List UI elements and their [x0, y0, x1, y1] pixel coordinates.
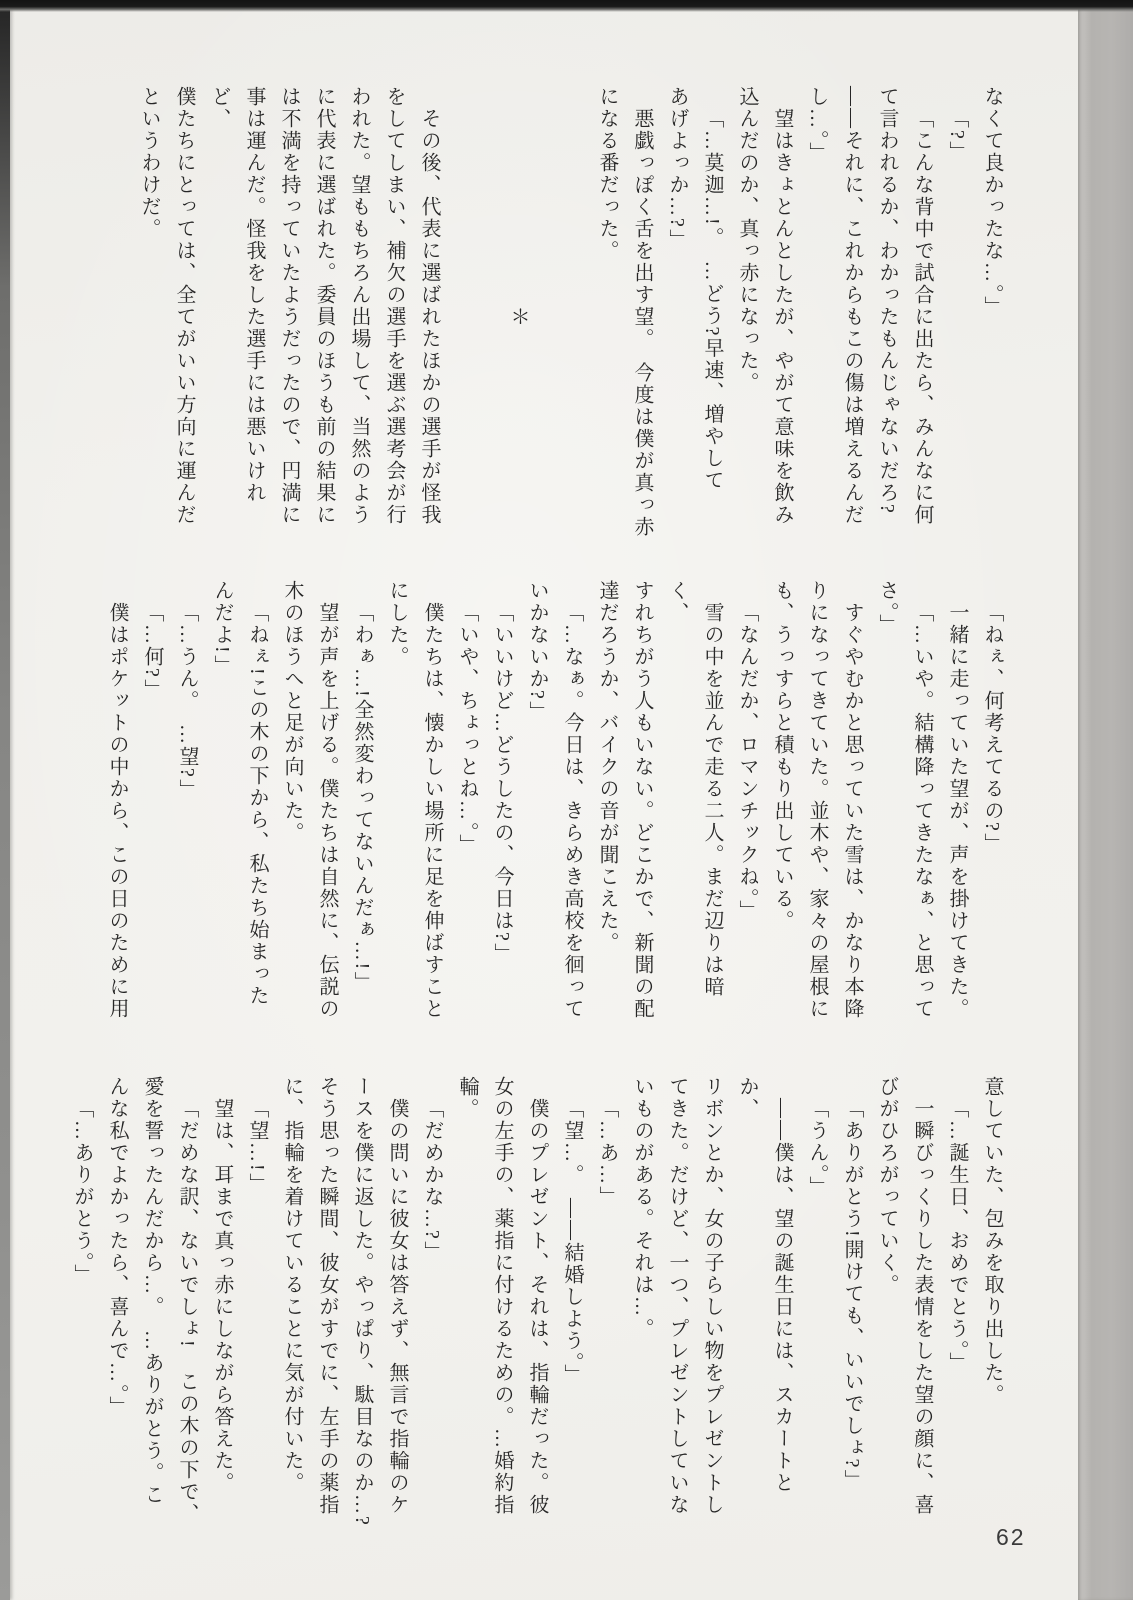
text-column: あげよっか…?」 — [666, 86, 688, 251]
text-column: ――僕は、望の誕生日には、スカートとか、 — [736, 1076, 793, 1494]
text-block-2 — [99, 580, 1009, 1040]
text-column: というわけだ。 — [138, 86, 160, 240]
text-column: りになってきていた。並木や、家々の屋根に — [806, 580, 828, 1020]
text-column: にした。 — [386, 580, 408, 668]
text-column: いものがある。それは…。 — [631, 1076, 653, 1340]
text-column: 「…誕生日、おめでとう。」 — [946, 1098, 968, 1374]
text-column: 「こんな背中で試合に出たら、みんなに何 — [911, 108, 933, 526]
text-column: は不満を持っていたようだったので、円満に — [278, 86, 300, 526]
text-column: 「…莫迦…!。 …どう?早速、増やして — [701, 108, 723, 492]
text-column: 「ねぇ、何考えてるの?」 — [981, 602, 1003, 855]
text-block-3 — [64, 1076, 1009, 1536]
scan-edge-left — [0, 0, 10, 1600]
text-column: 「…いや。結構降ってきたなぁ、と思って — [911, 602, 933, 1020]
text-column: 「なんだか、ロマンチックね。」 — [736, 602, 758, 922]
text-column: をしてしまい、補欠の選手を選ぶ選考会が行 — [383, 86, 405, 526]
scan-edge-right — [1078, 0, 1133, 1600]
text-column: そう思った瞬間、彼女がすでに、左手の薬指 — [316, 1076, 338, 1516]
text-column: て言われるか、わかったもんじゃないだろ? — [876, 86, 898, 515]
text-column: 望はきょとんとしたが、やがて意味を飲み — [771, 108, 793, 526]
text-column: 「…うん。 …望?」 — [176, 602, 198, 801]
text-column: 木のほうへと足が向いた。 — [281, 580, 303, 844]
text-column: いかないか?」 — [526, 580, 548, 723]
text-column: われた。望ももちろん出場して、当然のよう — [348, 86, 370, 526]
text-column: に代表に選ばれた。委員のほうも前の結果に — [313, 86, 335, 526]
text-column: 僕のプレゼント、それは、指輪だった。彼 — [526, 1098, 548, 1516]
section-divider: ＊ — [507, 306, 529, 326]
text-column: 一瞬びっくりした表情をした望の顔に、喜 — [911, 1098, 933, 1516]
text-column: し…。」 — [806, 86, 828, 164]
text-block-1 — [131, 86, 1009, 546]
text-column: 「だめかな…?」 — [421, 1098, 443, 1263]
text-column: んだよ!」 — [211, 580, 233, 677]
text-column: 意していた、包みを取り出した。 — [981, 1076, 1003, 1406]
text-column: ースを僕に返した。やっぱり、駄目なのか…? — [351, 1076, 373, 1527]
text-column: 「…なぁ。今日は、きらめき高校を徊って — [561, 602, 583, 1020]
text-column: 僕たちは、懐かしい場所に足を伸ばすこと — [421, 602, 443, 1020]
text-column: 「わぁ…!全然変わってないんだぁ…!」 — [351, 602, 373, 994]
text-column: 「?」 — [946, 108, 968, 163]
text-column: んな私でよかったら、喜んで…。」 — [106, 1076, 128, 1418]
text-column: リボンとか、女の子らしい物をプレゼントし — [701, 1076, 723, 1516]
text-column: なくて良かったな…。」 — [981, 86, 1003, 318]
text-column: びがひろがっていく。 — [876, 1076, 898, 1296]
text-column: 「…ありがとう。」 — [71, 1098, 93, 1286]
text-column: 「…あ…」 — [596, 1098, 618, 1208]
text-column: 「いいけど…どうしたの、今日は?」 — [491, 602, 513, 965]
text-column: さ。」 — [876, 580, 898, 636]
text-column: すぐやむかと思っていた雪は、かなり本降 — [841, 602, 863, 1020]
text-column: 僕たちにとっては、全てがいい方向に運んだ — [173, 86, 195, 526]
page-number: 62 — [996, 1524, 1026, 1550]
text-column: 一緒に走っていた望が、声を掛けてきた。 — [946, 602, 968, 1020]
text-column: も、うっすらと積もり出している。 — [771, 580, 793, 932]
text-column: 望が声を上げる。僕たちは自然に、伝説の — [316, 602, 338, 1020]
text-column: 「ありがとう!開けても、いいでしょ?」 — [841, 1098, 863, 1492]
text-column: 悪戯っぽく舌を出す望。 今度は僕が真っ赤 — [631, 108, 653, 538]
text-column: 愛を誓ったんだから…。 …ありがとう。こ — [141, 1076, 163, 1506]
text-column: 達だろうか、バイクの音が聞こえた。 — [596, 580, 618, 954]
text-column: 「だめな訳、ないでしょ! この木の下で、 — [176, 1098, 198, 1525]
text-column: 女の左手の、薬指に付けるための。…婚約指 — [491, 1076, 513, 1516]
text-column: 輪。 — [456, 1076, 478, 1120]
text-column: すれちがう人もいない。どこかで、新聞の配 — [631, 580, 653, 1020]
text-column: 僕はポケットの中から、この日のために用 — [106, 602, 128, 1020]
text-column: 「いや、ちょっとね…。」 — [456, 602, 478, 856]
text-column: ――それに、これからもこの傷は増えるんだ — [841, 86, 863, 526]
scan-edge-top — [0, 0, 1133, 12]
text-column: 事は運んだ。怪我をした選手には悪いけれど、 — [208, 86, 265, 504]
text-column: 雪の中を並んで走る二人。まだ辺りは暗く、 — [666, 580, 723, 998]
text-column: 「望…。 ――結婚しよう。」 — [561, 1098, 583, 1386]
text-column: になる番だった。 — [596, 86, 618, 262]
text-column: 「うん。」 — [806, 1098, 828, 1198]
text-column: 「ねぇ!この木の下から、私たち始まった — [246, 602, 268, 1007]
text-column: に、指輪を着けていることに気が付いた。 — [281, 1076, 303, 1494]
text-column: 望は、耳まで真っ赤にしながら答えた。 — [211, 1098, 233, 1494]
text-column: てきた。だけど、一つ、プレゼントしていな — [666, 1076, 688, 1516]
text-column: 「…何?」 — [141, 602, 163, 701]
text-column: 「望…!」 — [246, 1098, 268, 1195]
text-column: その後、代表に選ばれたほかの選手が怪我 — [418, 108, 440, 526]
text-column: 僕の問いに彼女は答えず、無言で指輪のケ — [386, 1098, 408, 1516]
text-column: 込んだのか、真っ赤になった。 — [736, 86, 758, 394]
